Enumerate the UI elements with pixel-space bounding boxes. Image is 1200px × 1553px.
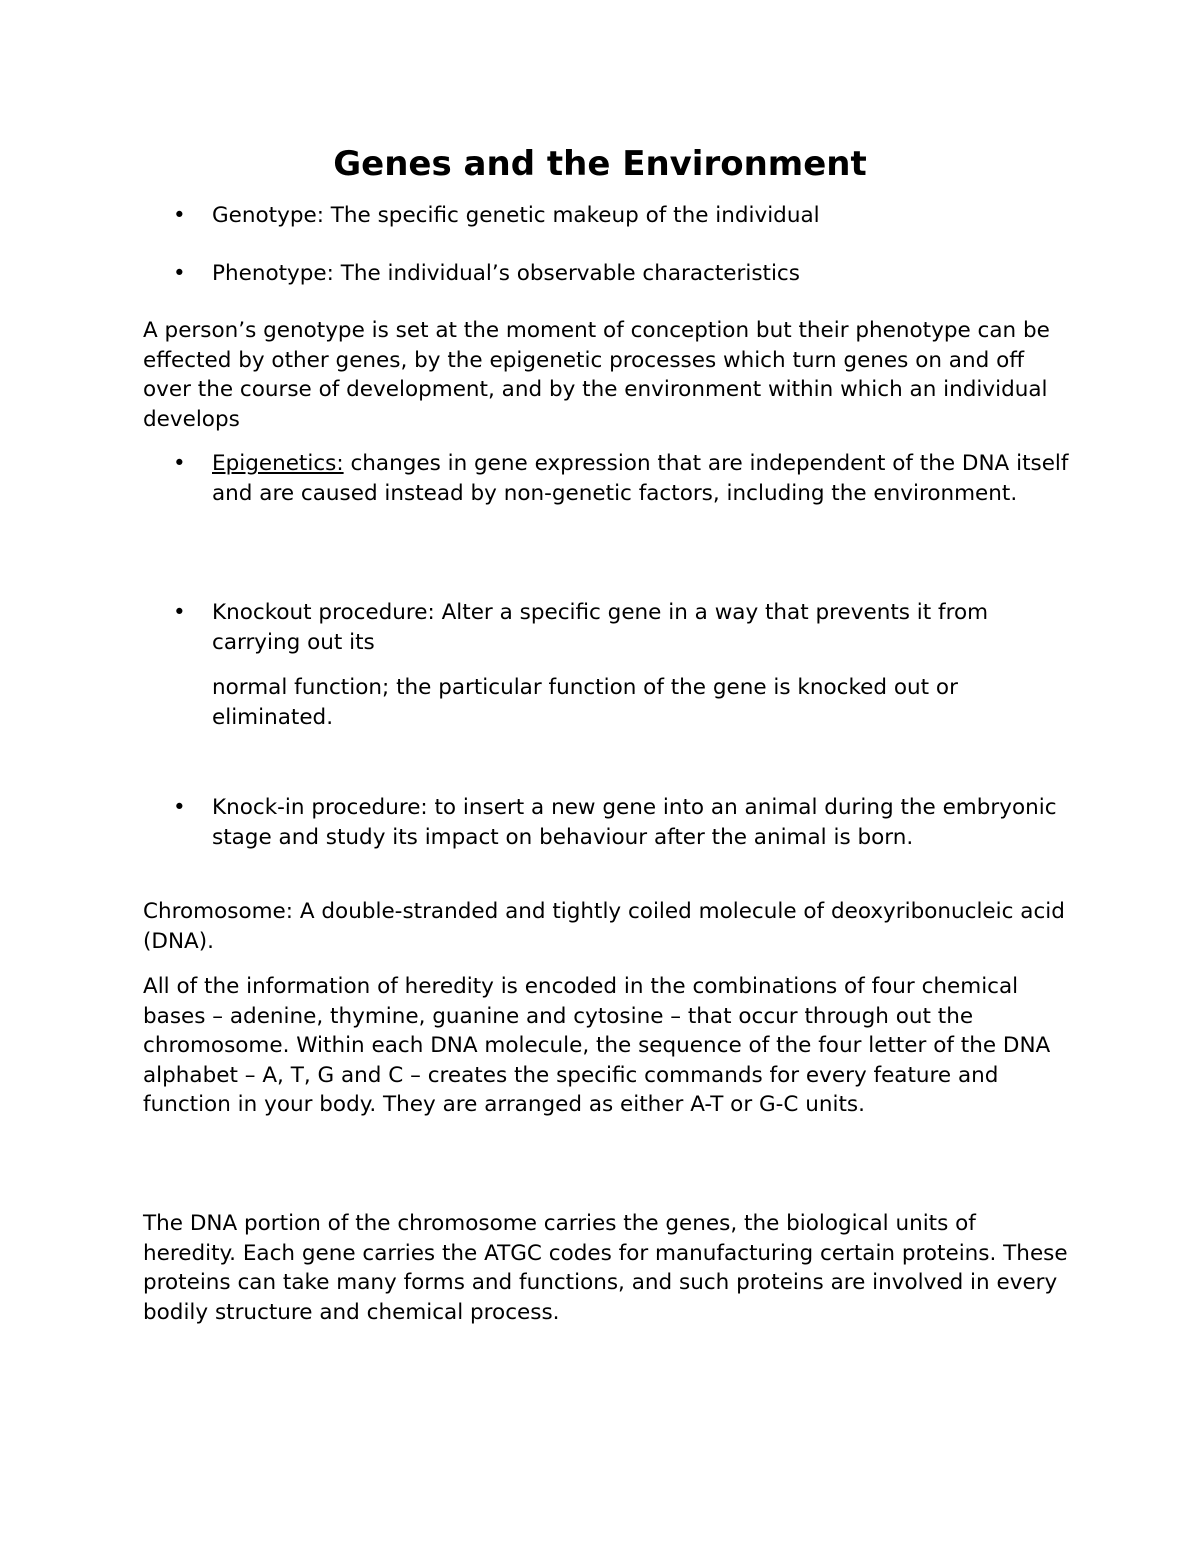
heredity-paragraph: All of the information of heredity is encoded in the combinations of four chemical bases – adenine, thymine, guanine and cytosine – that occur through out the chromosome. Within each DNA molecule, the sequence of the four letter of the DNA alphabet – A, T, G and C – creates the specific commands for every feature and function in your body. They are arranged as either A-T or G-C units. <box>143 974 1051 1117</box>
genotype-definition: Genotype: The specific genetic makeup of the individual <box>212 203 820 228</box>
knockout-definition: Knockout procedure: Alter a specific gene in a way that prevents it from carrying out its <box>212 600 989 655</box>
knockin-definition: Knock-in procedure: to insert a new gene into an animal during the embryonic stage and study its impact on behaviour after the animal is born. <box>212 795 1057 850</box>
dna-portion-paragraph: The DNA portion of the chromosome carries the genes, the biological units of heredity. Each gene carries the ATGC codes for manufacturing certain proteins. These proteins can take many forms and functions, and such proteins are involved in every bodily structure and chemical process. <box>143 1211 1068 1325</box>
epigenetics-text: changes in gene expression that are independent of the DNA itself and are caused instead by non-genetic factors, including the environment. <box>212 451 1069 506</box>
chromosome-paragraph: Chromosome: A double-stranded and tightly coiled molecule of deoxyribonucleic acid (DNA). <box>143 899 1065 954</box>
epigenetics-definition <box>212 449 1082 508</box>
phenotype-definition: Phenotype: The individual’s observable characteristics <box>212 261 800 286</box>
bullet-knockin: • <box>173 795 186 820</box>
genotype-paragraph: A person’s genotype is set at the moment of conception but their phenotype can be effected by other genes, by the epigenetic processes which turn genes on and off over the course of development, and by the environment within which an individual develops <box>143 318 1050 432</box>
knockout-continuation: normal function; the particular function of the gene is knocked out or eliminated. <box>212 675 958 730</box>
bullet-knockout: • <box>173 600 186 625</box>
bullet-genotype: • <box>173 203 186 228</box>
epigenetics-term: Epigenetics: <box>212 451 344 476</box>
bullet-epigenetics: • <box>173 451 186 476</box>
document-title: Genes and the Environment <box>333 144 867 184</box>
bullet-phenotype: • <box>173 261 186 286</box>
